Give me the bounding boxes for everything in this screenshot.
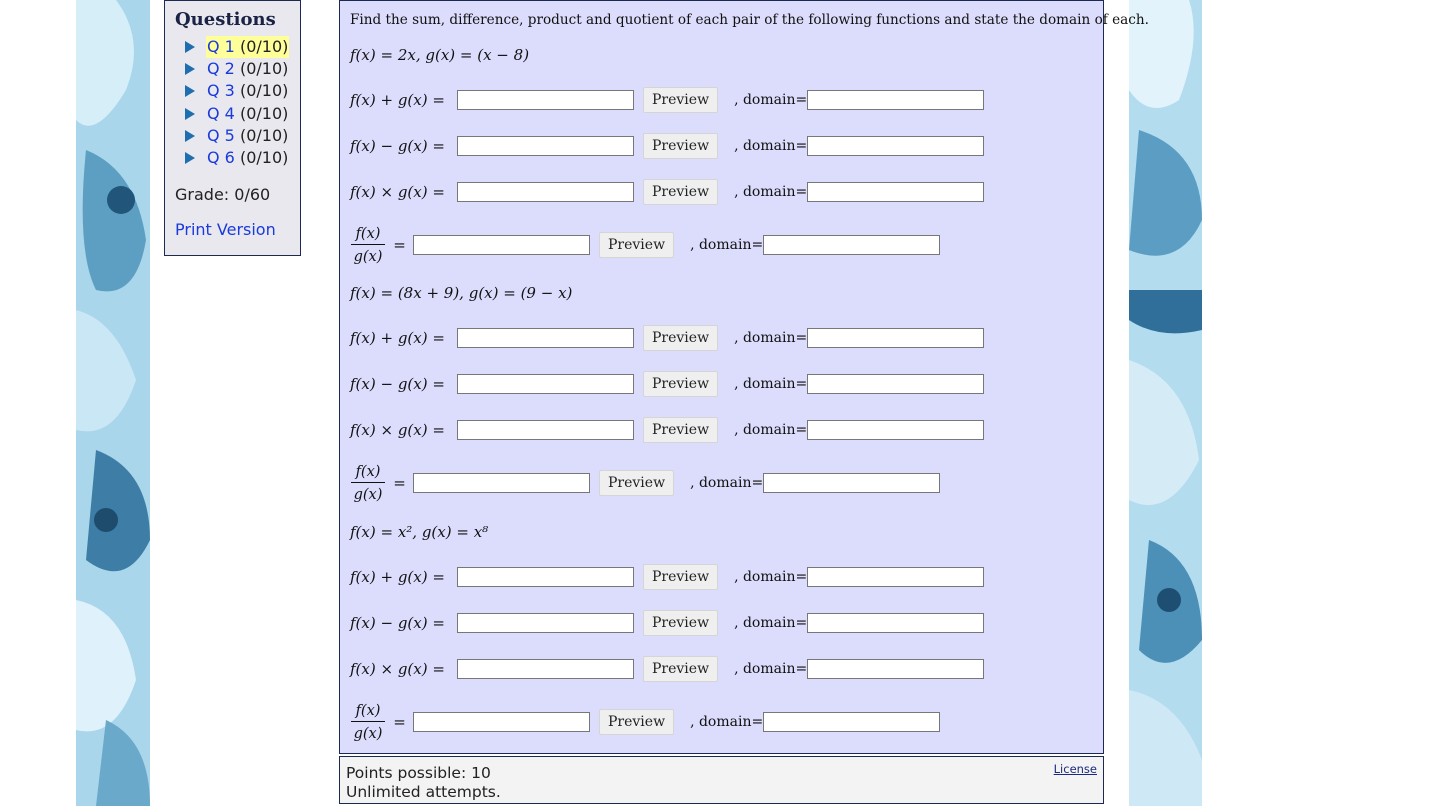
domain-label: , domain=	[690, 714, 764, 730]
sum-answer-input[interactable]	[457, 328, 634, 348]
sum-label: f(x) + g(x) =	[350, 329, 445, 347]
sidebar-title: Questions	[175, 9, 276, 30]
equals-sign: =	[393, 474, 406, 492]
question-link[interactable]	[206, 80, 289, 102]
question-score: (0/10)	[239, 59, 289, 79]
question-score: (0/10)	[239, 148, 289, 168]
answer-row-sum	[350, 565, 984, 589]
difference-label: f(x) − g(x) =	[350, 614, 445, 632]
preview-button[interactable]: Preview	[643, 179, 718, 205]
question-list	[185, 36, 289, 169]
question-score: (0/10)	[239, 81, 289, 101]
triangle-right-icon	[185, 41, 195, 53]
triangle-right-icon	[185, 130, 195, 142]
domain-input[interactable]	[807, 613, 984, 633]
quotient-answer-input[interactable]	[413, 235, 590, 255]
question-label[interactable]: Q 4	[207, 103, 235, 123]
questions-sidebar	[164, 0, 301, 256]
preview-button[interactable]: Preview	[643, 610, 718, 636]
fraction-denominator: g(x)	[353, 486, 383, 503]
question-link[interactable]	[206, 103, 289, 125]
domain-input[interactable]	[807, 182, 984, 202]
question-item[interactable]	[185, 147, 289, 169]
answer-row-quotient	[350, 698, 940, 746]
domain-label: , domain=	[734, 138, 808, 154]
domain-input[interactable]	[807, 659, 984, 679]
background-left	[76, 0, 150, 806]
answer-row-sum	[350, 88, 984, 112]
answer-row-difference	[350, 611, 984, 635]
question-label[interactable]: Q 6	[207, 148, 235, 168]
license-link[interactable]: License	[1053, 762, 1097, 776]
domain-input[interactable]	[807, 420, 984, 440]
sum-answer-input[interactable]	[457, 567, 634, 587]
difference-label: f(x) − g(x) =	[350, 137, 445, 155]
domain-label: , domain=	[734, 422, 808, 438]
answer-row-product	[350, 657, 984, 681]
domain-input[interactable]	[807, 328, 984, 348]
question-link-current[interactable]	[206, 36, 289, 58]
quotient-fraction	[350, 464, 386, 503]
domain-input[interactable]	[807, 136, 984, 156]
question-panel	[339, 0, 1149, 754]
triangle-right-icon	[185, 152, 195, 164]
answer-row-product	[350, 180, 984, 204]
product-label: f(x) × g(x) =	[350, 421, 445, 439]
product-answer-input[interactable]	[457, 420, 634, 440]
fraction-denominator: g(x)	[353, 248, 383, 265]
sum-answer-input[interactable]	[457, 90, 634, 110]
product-answer-input[interactable]	[457, 659, 634, 679]
answer-row-difference	[350, 372, 984, 396]
preview-button[interactable]: Preview	[643, 87, 718, 113]
difference-answer-input[interactable]	[457, 374, 634, 394]
triangle-right-icon	[185, 108, 195, 120]
difference-label: f(x) − g(x) =	[350, 375, 445, 393]
answer-row-sum	[350, 326, 984, 350]
preview-button[interactable]: Preview	[643, 417, 718, 443]
quotient-fraction	[350, 703, 386, 742]
function-definition: f(x) = (8x + 9), g(x) = (9 − x)	[350, 284, 573, 302]
question-item[interactable]	[185, 125, 289, 147]
answer-row-quotient	[350, 459, 940, 507]
fraction-numerator: f(x)	[351, 464, 385, 483]
product-label: f(x) × g(x) =	[350, 183, 445, 201]
preview-button[interactable]: Preview	[643, 325, 718, 351]
question-link[interactable]	[206, 147, 289, 169]
preview-button[interactable]: Preview	[599, 470, 674, 496]
question-prompt: Find the sum, difference, product and quotient of each pair of the following functions and state the domain of each.	[350, 12, 1149, 28]
equals-sign: =	[393, 713, 406, 731]
domain-label: , domain=	[690, 237, 764, 253]
preview-button[interactable]: Preview	[643, 371, 718, 397]
domain-input[interactable]	[763, 235, 940, 255]
question-score: (0/10)	[239, 125, 289, 145]
domain-input[interactable]	[763, 712, 940, 732]
product-label: f(x) × g(x) =	[350, 660, 445, 678]
question-link[interactable]	[206, 58, 289, 80]
preview-button[interactable]: Preview	[643, 656, 718, 682]
sum-label: f(x) + g(x) =	[350, 568, 445, 586]
print-version-link[interactable]: Print Version	[175, 220, 276, 239]
answer-row-difference	[350, 134, 984, 158]
product-answer-input[interactable]	[457, 182, 634, 202]
difference-answer-input[interactable]	[457, 136, 634, 156]
function-definition: f(x) = 2x, g(x) = (x − 8)	[350, 46, 530, 64]
domain-label: , domain=	[734, 661, 808, 677]
question-label[interactable]: Q 1	[207, 37, 235, 57]
quotient-answer-input[interactable]	[413, 712, 590, 732]
question-item[interactable]	[185, 58, 289, 80]
equals-sign: =	[393, 236, 406, 254]
answer-row-quotient	[350, 221, 940, 269]
attempts-info: Unlimited attempts.	[346, 783, 501, 801]
domain-label: , domain=	[690, 475, 764, 491]
question-item[interactable]	[185, 103, 289, 125]
question-score: (0/10)	[239, 103, 289, 123]
grade-summary: Grade: 0/60	[175, 185, 271, 204]
question-item[interactable]	[185, 80, 289, 102]
domain-input[interactable]	[807, 90, 984, 110]
domain-label: , domain=	[734, 330, 808, 346]
triangle-right-icon	[185, 85, 195, 97]
domain-input[interactable]	[807, 567, 984, 587]
preview-button[interactable]: Preview	[643, 564, 718, 590]
preview-button[interactable]: Preview	[599, 709, 674, 735]
question-label[interactable]: Q 3	[207, 81, 235, 101]
fraction-denominator: g(x)	[353, 725, 383, 742]
question-item[interactable]	[185, 36, 289, 58]
question-score: (0/10)	[239, 37, 289, 57]
question-label[interactable]: Q 2	[207, 59, 235, 79]
question-link[interactable]	[206, 125, 289, 147]
domain-label: , domain=	[734, 376, 808, 392]
answer-row-product	[350, 418, 984, 442]
difference-answer-input[interactable]	[457, 613, 634, 633]
fraction-numerator: f(x)	[351, 703, 385, 722]
question-label[interactable]: Q 5	[207, 125, 235, 145]
domain-label: , domain=	[734, 569, 808, 585]
domain-label: , domain=	[734, 184, 808, 200]
triangle-right-icon	[185, 63, 195, 75]
function-definition: f(x) = x², g(x) = x⁸	[350, 523, 489, 541]
domain-input[interactable]	[763, 473, 940, 493]
preview-button[interactable]: Preview	[599, 232, 674, 258]
quotient-fraction	[350, 226, 386, 265]
fraction-numerator: f(x)	[351, 226, 385, 245]
background-right	[1129, 0, 1202, 806]
sum-label: f(x) + g(x) =	[350, 91, 445, 109]
points-possible: Points possible: 10	[346, 764, 491, 782]
question-footer	[339, 756, 1104, 804]
domain-label: , domain=	[734, 615, 808, 631]
preview-button[interactable]: Preview	[643, 133, 718, 159]
domain-input[interactable]	[807, 374, 984, 394]
domain-label: , domain=	[734, 92, 808, 108]
quotient-answer-input[interactable]	[413, 473, 590, 493]
